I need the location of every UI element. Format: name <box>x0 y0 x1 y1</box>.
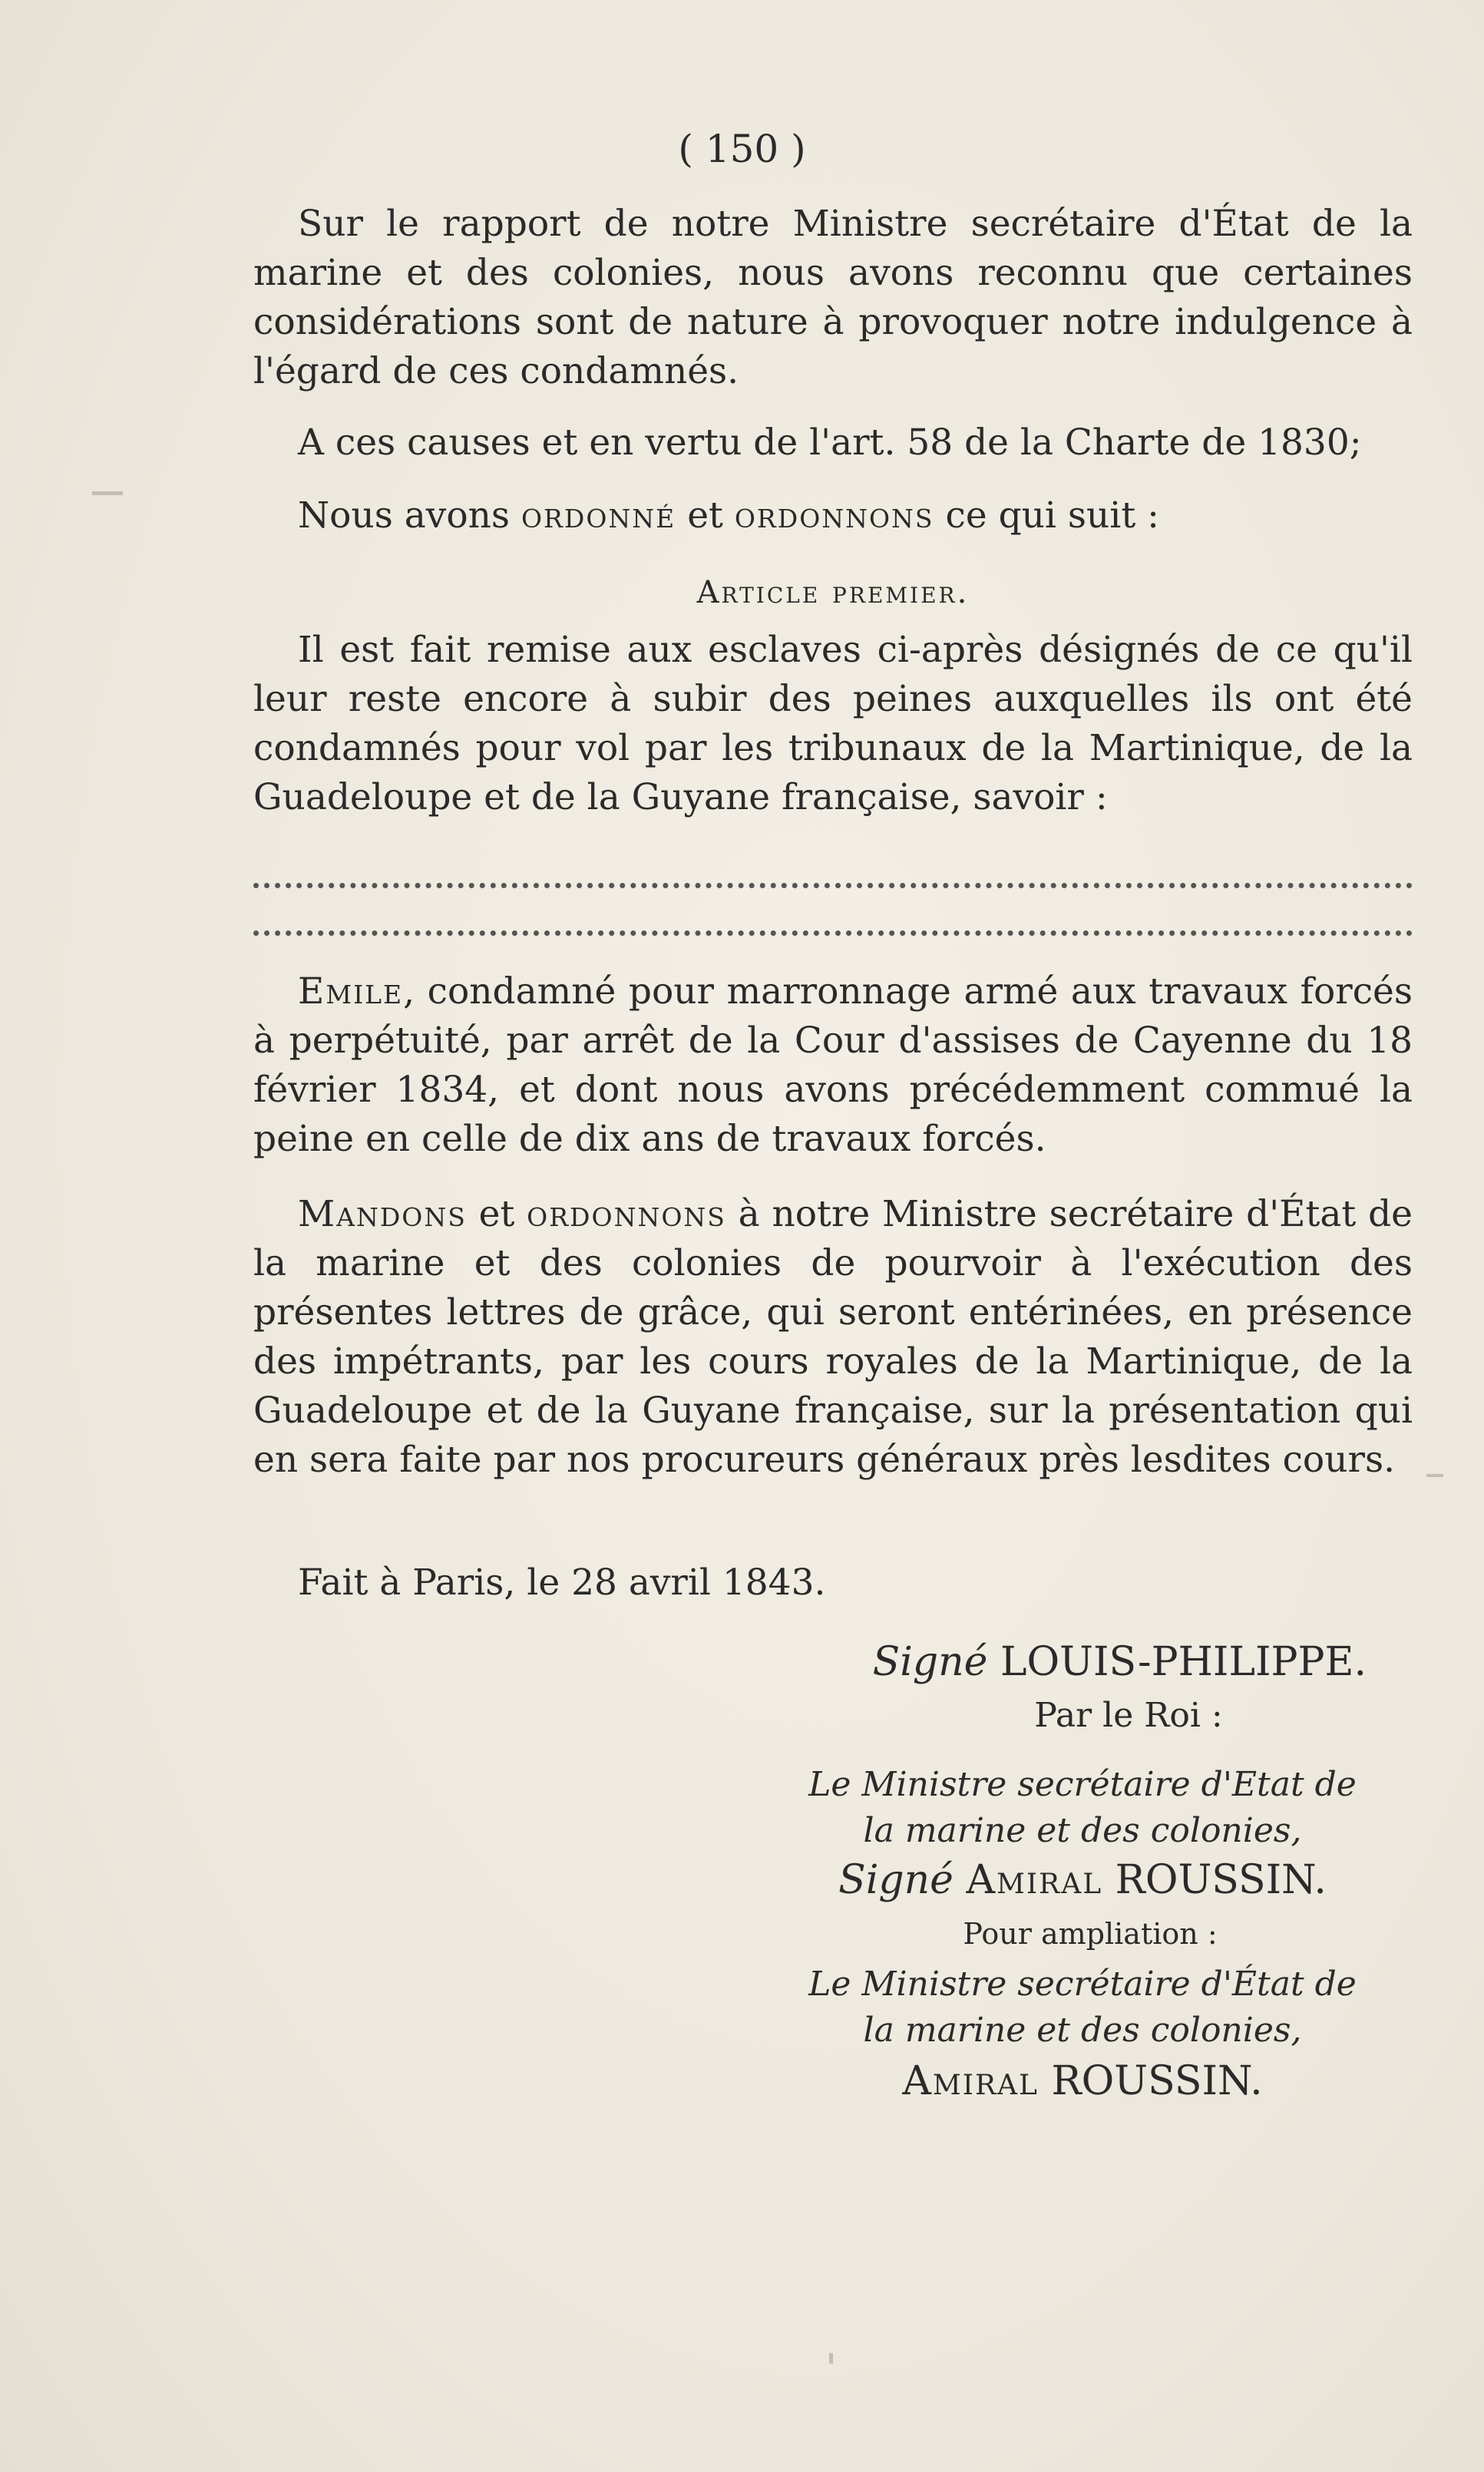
mandons-text <box>253 1190 1413 1485</box>
minister-title-line-3: Le Ministre secrétaire d'État de <box>808 1965 1357 2004</box>
final-signature <box>768 2058 1397 2104</box>
signature-block <box>768 1639 1397 2104</box>
ellipsis-divider-2 <box>253 930 1413 940</box>
article-heading-block <box>253 568 1413 617</box>
emile-paragraph <box>253 967 1413 1164</box>
emile-name: Emile <box>298 970 404 1013</box>
minister-title-line-1: Le Ministre secrétaire d'Etat de <box>808 1765 1357 1804</box>
ordonne-prefix: Nous avons <box>298 494 511 537</box>
ellipsis-divider-1 <box>253 883 1413 893</box>
ordonne-word2: ordonnons <box>734 494 934 537</box>
mandons-body: à notre Ministre secrétaire d'État de la marine et des colonies de pourvoir à l'exécution des présentes lettres de grâce, qui seront entérinées, en présence des impétrants, par les cours royales de la Martinique, de la Guadeloupe et de la Guyane française, sur la présentation qui en sera faite par nos procureurs généraux près lesdites cours. <box>253 1193 1413 1481</box>
mandons-word1: Mandons <box>298 1193 467 1235</box>
ordonne-and: et <box>687 494 723 537</box>
article-heading: Article premier. <box>696 575 970 610</box>
date-paragraph <box>253 1558 1413 1608</box>
minister-signature <box>768 1857 1397 1903</box>
minister-title-line-2: la marine et des colonies, <box>863 1811 1302 1850</box>
causes-paragraph <box>253 418 1413 468</box>
causes-text: A ces causes et en vertu de l'art. 58 de la Charte de 1830; <box>298 421 1362 464</box>
minister-title-line-4: la marine et des colonies, <box>863 2011 1302 2050</box>
paper-blemish-2 <box>1426 1474 1443 1477</box>
final-rank: Amiral <box>902 2058 1039 2104</box>
minister-rank: Amiral <box>966 1857 1103 1903</box>
ordonne-text <box>253 491 1413 540</box>
intro-paragraph <box>253 200 1413 396</box>
king-name: LOUIS-PHILIPPE. <box>1000 1639 1367 1685</box>
signe-label-1: Signé <box>872 1639 988 1685</box>
mandons-and: et <box>478 1193 515 1235</box>
mandons-word2: ordonnons <box>527 1193 726 1235</box>
article-body-text: Il est fait remise aux esclaves ci-après désignés de ce qu'il leur reste encore à subir des peines auxquelles ils ont été condamnés pour vol par les tribunaux de la Martinique, de la Guadeloupe et de la Guyane française, savoir : <box>253 629 1413 818</box>
pour-ampliation: Pour ampliation : <box>963 1917 1218 1951</box>
mandons-paragraph <box>253 1190 1413 1485</box>
intro-text: Sur le rapport de notre Ministre secrétaire d'État de la marine et des colonies, nous avons reconnu que certaines considérations sont de nature à provoquer notre indulgence à l'égard de ces condamnés. <box>253 203 1413 392</box>
final-name: ROUSSIN. <box>1051 2058 1263 2104</box>
paper-blemish-1 <box>92 491 123 495</box>
page-number: ( 150 ) <box>678 127 806 171</box>
date-line: Fait à Paris, le 28 avril 1843. <box>298 1562 826 1604</box>
king-signature <box>768 1639 1397 1685</box>
paper-blemish-3 <box>829 2353 833 2364</box>
emile-text <box>253 967 1413 1164</box>
article-body-paragraph <box>253 626 1413 822</box>
ordonne-suffix: ce qui suit : <box>945 494 1159 537</box>
minister-name: ROUSSIN. <box>1115 1857 1327 1903</box>
ordonne-word1: ordonné <box>521 494 676 537</box>
emile-body: , condamné pour marronnage armé aux travaux forcés à perpétuité, par arrêt de la Cour d'assises de Cayenne du 18 février 1834, et dont nous avons précédemment commué la peine en celle de dix ans de travaux forcés. <box>253 970 1413 1160</box>
par-le-roi: Par le Roi : <box>1034 1696 1223 1735</box>
ordonne-paragraph <box>253 491 1413 540</box>
signe-label-2: Signé <box>838 1857 954 1903</box>
